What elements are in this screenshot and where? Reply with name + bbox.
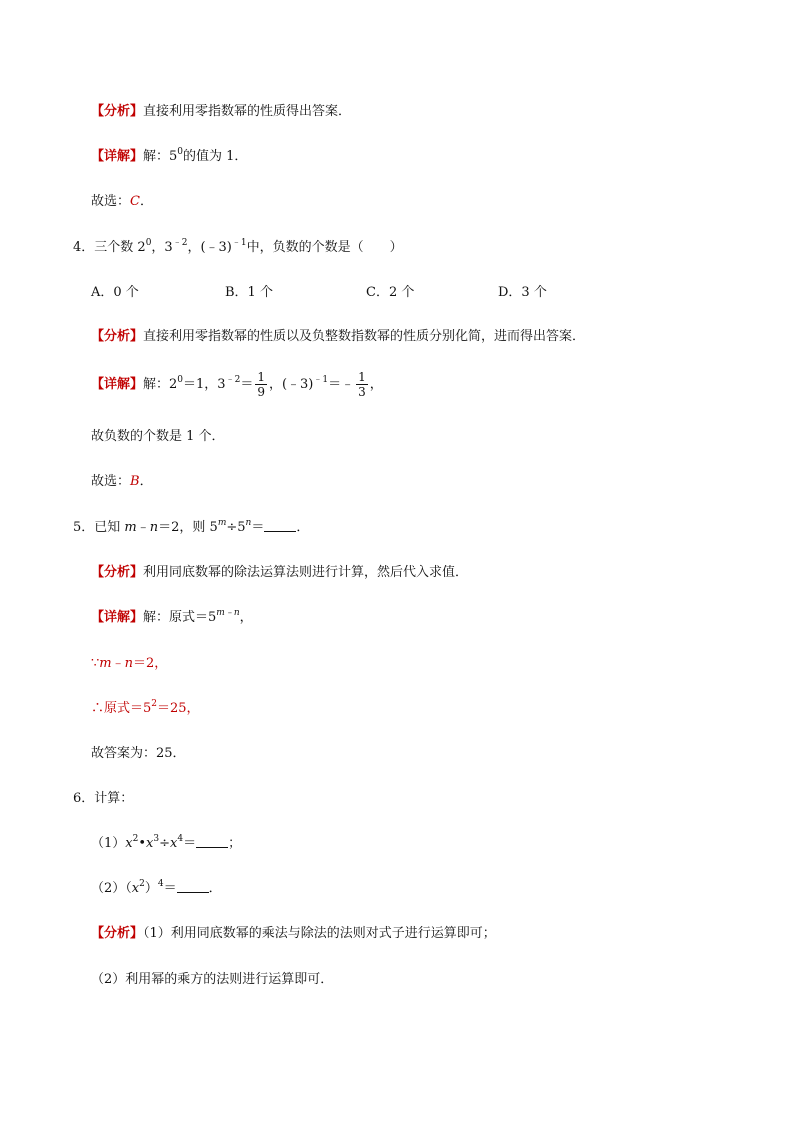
option-d: D．3 个 [498,285,547,300]
operator: ﹣ [136,520,150,535]
fraction-one-third [356,370,368,399]
detail-text: 解：2 [143,377,178,392]
exponent: 3 [153,833,160,844]
punct: ． [208,881,222,896]
variable-x: x [146,836,154,851]
exponent: ﹣1 [231,237,247,248]
q6-part2 [91,879,222,899]
variable-x: x [125,836,133,851]
detail-text: 解：原式＝5 [143,610,217,625]
variable-x: x [131,881,140,896]
paren: ） [144,881,158,896]
part-label: （2） [91,881,126,896]
exponent: ﹣2 [172,237,188,248]
q5-therefore [91,699,200,719]
denominator: 9 [257,385,265,399]
exponent: 4 [177,833,184,844]
exponent: 0 [145,237,152,248]
q4-analysis [91,327,585,347]
stem-text: 计算： [94,791,134,806]
detail-text: ，(﹣3) [268,377,314,392]
q4-choose [91,472,153,492]
exponent: 0 [177,374,184,385]
variable-n: n [124,656,133,671]
punct: ， [239,610,253,625]
choose-label: 故选： [91,194,131,209]
stem-text: 已知 [94,520,125,535]
punct: ． [139,474,153,489]
q3-detail [91,147,247,167]
variable-m: m [99,656,112,671]
exponent: m [217,517,227,528]
exponent: m﹣n [216,607,240,618]
exponent: 2 [132,833,139,844]
q6-stem [73,789,133,809]
exponent: 2 [139,878,145,889]
choose-answer: B [130,474,140,489]
choose-answer: C [130,194,140,209]
analysis-text: （1）利用同底数幂的乘法与除法的法则对式子进行运算即可； [143,926,496,941]
variable-n: n [149,520,159,535]
choose-label: 故选： [91,474,131,489]
question-number: 6． [73,791,95,806]
q4-detail [91,368,383,402]
analysis-tag: 【分析】 [91,565,144,580]
option-a: A．0 个 [91,285,139,300]
stem-text: ，(﹣3) [187,240,232,255]
exponent: 4 [157,878,164,889]
stem-text: ＝ [251,520,265,535]
paren: （ [125,881,132,896]
q6-analysis [91,924,496,944]
detail-tag: 【详解】 [91,610,144,625]
variable-x: x [170,836,178,851]
q3-choose [91,192,153,212]
detail-text: 解：5 [143,149,178,164]
question-number: 4． [73,240,95,255]
q5-answer: 故答案为：25． [91,746,186,761]
q6-part1 [91,834,241,854]
numerator: 1 [358,370,366,384]
because-symbol: ∵ [91,656,100,671]
q6-analysis-2: （2）利用幂的乘方的法则进行运算即可． [91,972,334,987]
stem-text: ＝2，则 5 [158,520,218,535]
answer-blank [177,880,209,893]
answer-blank [264,519,296,532]
option-c: C．2 个 [366,285,415,300]
analysis-text: 直接利用零指数幂的性质以及负整数指数幂的性质分别化简，进而得出答案． [143,329,586,344]
analysis-tag: 【分析】 [91,329,144,344]
stem-text: 三个数 2 [94,240,146,255]
detail-tag: 【详解】 [91,377,144,392]
operator: ÷ [159,836,171,851]
q5-detail [91,608,253,628]
stem-text: ，3 [151,240,173,255]
operator: ＝ [163,881,177,896]
stem-text: ÷5 [226,520,246,535]
fraction-one-ninth [255,370,267,399]
q4-stem [73,238,403,258]
therefore-text: ＝25， [157,701,200,716]
detail-text: ＝﹣ [328,377,355,392]
detail-tag: 【详解】 [91,149,144,164]
operator: ﹣ [111,656,125,671]
punct: ， [369,377,383,392]
q5-stem [73,518,309,538]
numerator: 1 [257,370,265,384]
part-label: （1） [91,836,126,851]
punct: ． [139,194,153,209]
detail-text: ＝1，3 [183,377,226,392]
denominator: 3 [358,385,366,399]
analysis-tag: 【分析】 [91,104,144,119]
therefore-text: ∴原式＝5 [91,701,152,716]
q3-analysis [91,102,351,122]
analysis-tag: 【分析】 [91,926,144,941]
operator: ＝ [183,836,197,851]
exponent: ﹣2 [225,374,241,385]
option-b: B．1 个 [225,285,273,300]
punct: ； [228,836,242,851]
answer-blank [196,835,228,848]
detail-text: ＝ [240,377,254,392]
operator: • [138,836,147,851]
detail-text: 的值为 1． [183,149,248,164]
analysis-text: 直接利用零指数幂的性质得出答案． [143,104,352,119]
q5-analysis [91,563,468,583]
variable-m: m [124,520,137,535]
punct: ． [296,520,310,535]
q5-because [91,654,167,674]
question-number: 5． [73,520,95,535]
exponent: n [245,517,252,528]
exponent: 0 [177,146,184,157]
exponent: 2 [151,698,158,709]
detail-text: ＝2， [133,656,168,671]
stem-text: 中，负数的个数是（ ） [246,240,403,255]
analysis-text: 利用同底数幂的除法运算法则进行计算，然后代入求值． [143,565,469,580]
q4-conclusion: 故负数的个数是 1 个． [91,429,225,444]
exponent: ﹣1 [313,374,329,385]
